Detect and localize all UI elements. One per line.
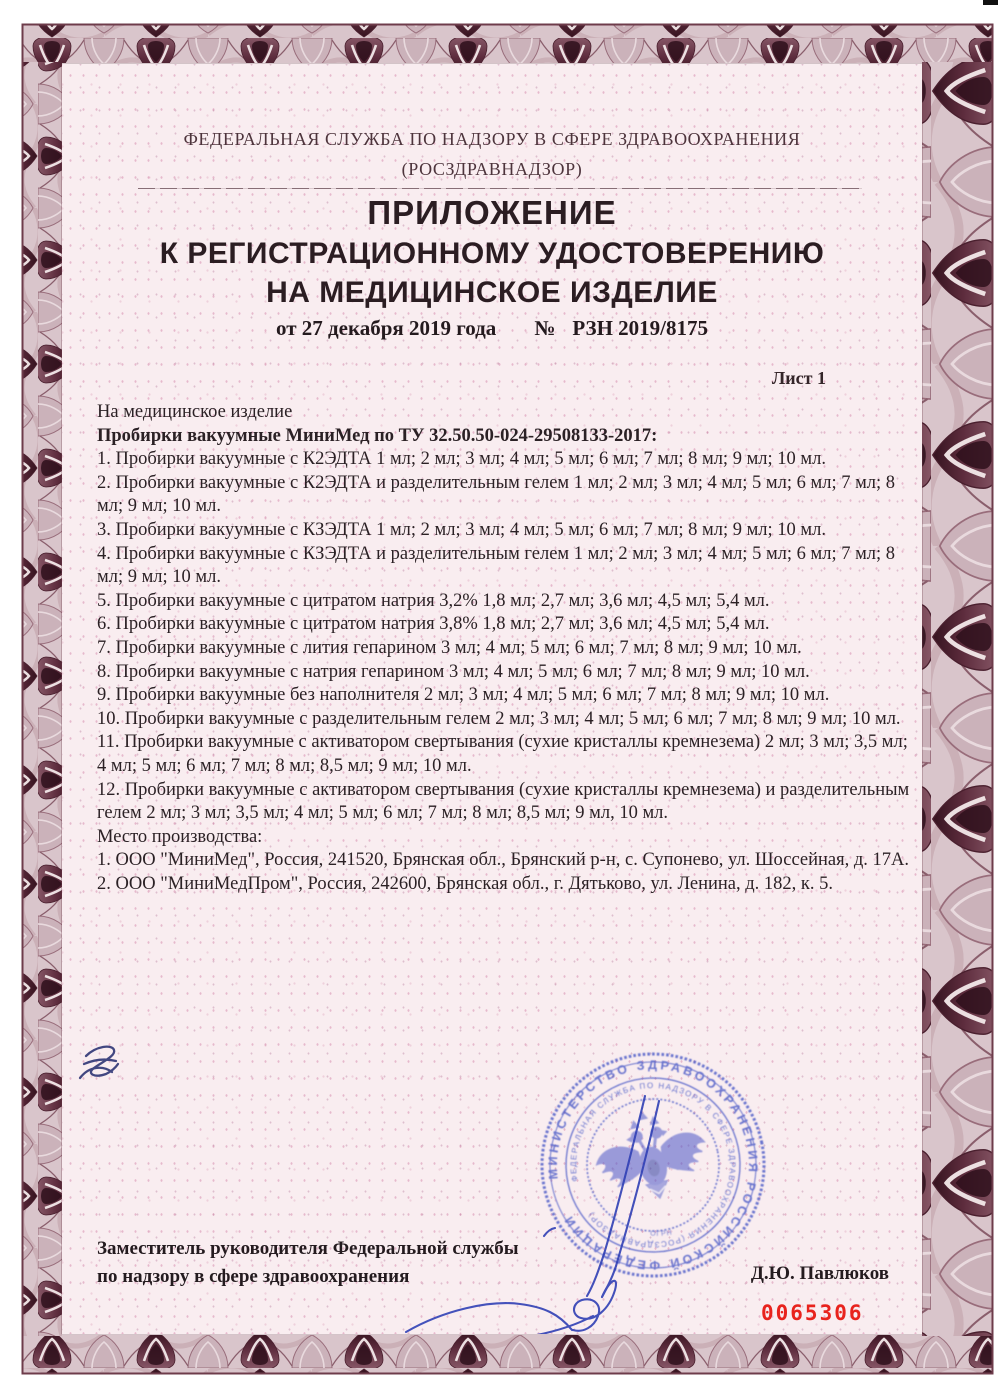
product-item: 9. Пробирки вакуумные без наполнителя 2 мл; 3 мл; 4 мл; 5 мл; 6 мл; 7 мл; 8 мл; 9 мл; 10 мл.	[97, 685, 830, 706]
title-line-2: К РЕГИСТРАЦИОННОМУ УДОСТОВЕРЕНИЮ	[159, 237, 825, 270]
product-item: 12. Пробирки вакуумные с активатором свертывания (сухие кристаллы кремнезема) и разделительным гелем 2 мл; 3 мл; 3,5 мл; 4 мл; 5 мл; 6 мл; 7 мл; 8 мл; 8,5 мл; 9 мл, 10 мл.	[97, 779, 910, 824]
official-seal	[530, 1042, 776, 1288]
date-number-line	[62, 316, 922, 341]
seal-outer-text: МИНИСТЕРСТВО ЗДРАВООХРАНЕНИЯ РОССИЙСКОЙ ФЕДЕРАЦИИ	[545, 1057, 761, 1273]
product-item: 11. Пробирки вакуумные с активатором свертывания (сухие кристаллы кремнезема) 2 мл; 3 мл; 3,5 мл; 4 мл; 5 мл; 6 мл; 7 мл; 8 мл; 8,5 мл; 9 мл; 10 мл.	[97, 732, 908, 776]
header-divider	[138, 188, 862, 189]
issue-date: от 27 декабря 2019 года	[275, 316, 497, 340]
document-body	[62, 64, 922, 1334]
pen-mark-z	[80, 1047, 118, 1078]
agency-abbreviation: (РОСЗДРАВНАДЗОР)	[401, 159, 583, 179]
document-title	[62, 192, 922, 312]
position-line-2: по надзору в сфере здравоохранения	[97, 1266, 410, 1287]
product-item: 5. Пробирки вакуумные с цитратом натрия 3,2% 1,8 мл; 2,7 мл; 3,6 мл; 4,5 мл; 5,4 мл.	[97, 590, 770, 611]
product-item: 3. Пробирки вакуумные с КЗЭДТА 1 мл; 2 мл; 3 мл; 4 мл; 5 мл; 6 мл; 7 мл; 8 мл; 9 мл; 10 мл.	[97, 519, 826, 540]
product-item: 4. Пробирки вакуумные с КЗЭДТА и разделительным гелем 1 мл; 2 мл; 3 мл; 4 мл; 5 мл; 6 мл; 7 мл; 8 мл; 9 мл; 10 мл.	[97, 543, 896, 588]
title-line-3: НА МЕДИЦИНСКОЕ ИЗДЕЛИЕ	[266, 276, 718, 309]
product-item: 2. Пробирки вакуумные с К2ЭДТА и разделительным гелем 1 мл; 2 мл; 3 мл; 4 мл; 5 мл; 6 мл; 7 мл; 8 мл; 9 мл; 10 мл.	[97, 472, 896, 517]
product-item: 10. Пробирки вакуумные с разделительным гелем 2 мл; 3 мл; 4 мл; 5 мл; 6 мл; 7 мл; 8 мл; 9 мл; 10 мл.	[97, 708, 901, 729]
production-heading: Место производства:	[97, 826, 263, 847]
seal-ogrn-text: ОГРН	[649, 1229, 674, 1238]
sheet-label: Лист 1	[771, 368, 826, 388]
agency-header	[62, 124, 922, 184]
product-item: 1. Пробирки вакуумные с К2ЭДТА 1 мл; 2 мл; 3 мл; 4 мл; 5 мл; 6 мл; 7 мл; 8 мл; 9 мл; 10 мл.	[97, 449, 826, 470]
registration-number: РЗН 2019/8175	[572, 316, 709, 340]
product-item: 7. Пробирки вакуумные с лития гепарином 3 мл; 4 мл; 5 мл; 6 мл; 7 мл; 8 мл; 9 мл; 10 мл.	[97, 637, 802, 658]
intro-line: На медицинское изделие	[97, 402, 293, 422]
title-line-1: ПРИЛОЖЕНИЕ	[367, 194, 617, 231]
number-sign: №	[534, 316, 556, 340]
agency-name: ФЕДЕРАЛЬНАЯ СЛУЖБА ПО НАДЗОРУ В СФЕРЕ ЗДРАВООХРАНЕНИЯ	[183, 129, 801, 149]
signatory-position	[97, 1235, 597, 1291]
production-site: 2. ООО "МиниМедПром", Россия, 242600, Брянская обл., г. Дятьково, ул. Ленина, д. 182, к. 5.	[97, 873, 834, 894]
production-site: 1. ООО "МиниМед", Россия, 241520, Брянская обл., Брянский р-н, с. Супонево, ул. Шоссейная, д. 17А.	[97, 850, 910, 871]
product-title: Пробирки вакуумные МиниМед по ТУ 32.50.50-024-29508133-2017:	[97, 425, 658, 446]
seal-inner-text: ФЕДЕРАЛЬНАЯ СЛУЖБА ПО НАДЗОРУ В СФЕРЕ ЗДРАВООХРАНЕНИЯ (РОСЗДРАВНАДЗОР)	[568, 1080, 738, 1250]
signatory-name: Д.Ю. Павлюков	[750, 1263, 889, 1284]
product-item: 8. Пробирки вакуумные с натрия гепарином 3 мл; 4 мл; 5 мл; 6 мл; 7 мл; 8 мл; 9 мл; 10 мл.	[97, 661, 810, 682]
body-text	[97, 401, 912, 896]
scan-artifact	[983, 0, 998, 5]
position-line-1: Заместитель руководителя Федеральной службы	[97, 1238, 519, 1259]
serial-number: 0065306	[761, 1301, 864, 1325]
product-item: 6. Пробирки вакуумные с цитратом натрия 3,8% 1,8 мл; 2,7 мл; 3,6 мл; 4,5 мл; 5,4 мл.	[97, 614, 770, 635]
